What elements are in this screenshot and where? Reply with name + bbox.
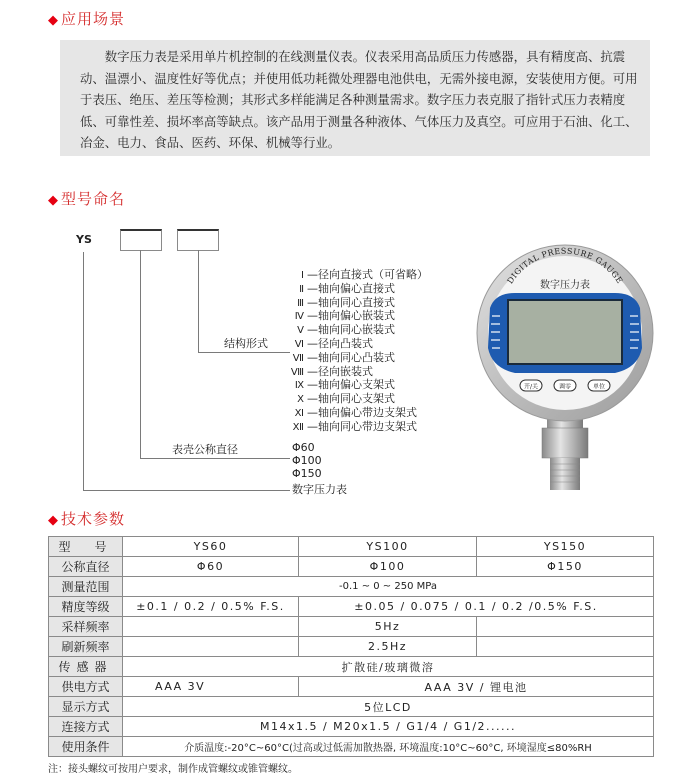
code-box-structure xyxy=(177,229,219,251)
diameter-option: Φ60 xyxy=(292,441,315,454)
connector-line xyxy=(140,250,141,458)
structure-item xyxy=(290,269,428,283)
product-name: 数字压力表 xyxy=(292,483,347,496)
gauge-lcd-screen xyxy=(508,300,622,364)
table-cell: YS60 xyxy=(123,537,299,557)
gauge-button-zero xyxy=(554,380,576,391)
table-cell: M14x1.5 / M20x1.5 / G1/4 / G1/2...... xyxy=(123,717,654,737)
table-cell: -0.1 ~ 0 ~ 250 MPa xyxy=(123,577,654,597)
row-label: 公称直径 xyxy=(49,557,123,577)
table-row xyxy=(49,597,654,617)
code-box-diameter xyxy=(120,229,162,251)
structure-text: —轴向同心嵌装式 xyxy=(307,323,395,337)
gauge-hex-nut xyxy=(542,428,588,458)
table-cell: YS100 xyxy=(299,537,477,557)
table-row xyxy=(49,577,654,597)
model-prefix: YS xyxy=(76,233,92,246)
row-label: 供电方式 xyxy=(49,677,123,697)
row-label: 采样频率 xyxy=(49,617,123,637)
row-label: 显示方式 xyxy=(49,697,123,717)
table-row xyxy=(49,537,654,557)
section-title-text: 型号命名 xyxy=(61,190,126,208)
roman-numeral: Ⅻ xyxy=(292,421,304,433)
row-label: 测量范围 xyxy=(49,577,123,597)
structure-label: 结构形式 xyxy=(224,337,268,350)
roman-numeral: Ⅲ xyxy=(297,297,304,309)
row-label: 连接方式 xyxy=(49,717,123,737)
diamond-icon: ◆ xyxy=(48,193,59,208)
gauge-button-label: 调零 xyxy=(558,383,572,391)
table-row xyxy=(49,637,654,657)
section-title-text: 技术参数 xyxy=(61,510,126,528)
roman-numeral: Ⅶ xyxy=(292,352,304,364)
gauge-face-title: 数字压力表 xyxy=(540,280,590,291)
row-label: 使用条件 xyxy=(49,737,123,757)
spec-table xyxy=(48,536,654,757)
roman-numeral: Ⅷ xyxy=(290,366,304,378)
row-label: 精度等级 xyxy=(49,597,123,617)
table-cell: 2.5Hz xyxy=(299,637,477,657)
connector-line xyxy=(83,252,84,490)
connector-line xyxy=(198,250,199,352)
table-cell: YS150 xyxy=(477,537,654,557)
gauge-button-label: 开/关 xyxy=(523,383,539,391)
section-title-text: 应用场景 xyxy=(61,10,126,28)
table-cell: AAA 3V xyxy=(123,677,299,697)
structure-text: —轴向同心支架式 xyxy=(307,392,395,406)
structure-text: —轴向偏心支架式 xyxy=(307,378,395,392)
row-label: 传感器 xyxy=(49,657,123,677)
connector-line xyxy=(83,490,290,491)
table-cell: 介质温度:-20°C~60°C(过高或过低需加散热器, 环境温度:10°C~60°C, 环境湿度≤80%RH xyxy=(123,737,654,757)
section-title-model-naming xyxy=(48,188,125,209)
structure-item xyxy=(290,393,428,407)
diamond-icon: ◆ xyxy=(48,13,59,28)
table-cell: Φ100 xyxy=(299,557,477,577)
table-cell: ±0.1 / 0.2 / 0.5% F.S. xyxy=(123,597,299,617)
table-cell: AAA 3V / 锂电池 xyxy=(299,677,654,697)
structure-text: —轴向同心凸装式 xyxy=(307,350,395,364)
structure-item xyxy=(290,352,428,366)
table-row xyxy=(49,657,654,677)
table-cell xyxy=(477,617,654,637)
row-label: 型 号 xyxy=(49,537,123,557)
table-cell xyxy=(123,617,299,637)
table-row xyxy=(49,737,654,757)
structure-item xyxy=(290,324,428,338)
table-cell xyxy=(477,637,654,657)
table-row xyxy=(49,557,654,577)
table-cell: Φ150 xyxy=(477,557,654,577)
table-row xyxy=(49,677,654,697)
table-cell xyxy=(123,637,299,657)
gauge-thread xyxy=(550,458,580,490)
diameter-option: Φ100 xyxy=(292,454,322,467)
structure-list xyxy=(290,269,428,435)
structure-text: —径向凸装式 xyxy=(307,336,373,350)
roman-numeral: Ⅴ xyxy=(297,325,304,337)
roman-numeral: Ⅱ xyxy=(299,283,304,295)
intro-text: 数字压力表是采用单片机控制的在线测量仪表。仪表采用高品质压力传感器，具有精度高、抗震动、温漂小、温度性好等优点；并使用低功耗微处理器电池供电，无需外接电源，安装使用方便。可用于表压、绝压、差压等检测；其形式多样能满足各种测量需求。数字压力表克服了指针式压力表精度低、可靠性差、损坏率高等缺点。该产品用于测量各种液体、气体压力及真空。可应用于石油、化工、冶金、电力、食品、医药、环保、机械等行业。 xyxy=(80,49,638,151)
structure-text: —径向直接式（可省略） xyxy=(307,268,428,281)
gauge-button-unit xyxy=(588,380,610,391)
roman-numeral: Ⅵ xyxy=(294,338,304,350)
structure-text: —轴向偏心嵌装式 xyxy=(307,309,395,323)
table-row xyxy=(49,617,654,637)
pressure-gauge-image xyxy=(470,238,660,500)
table-cell: Φ60 xyxy=(123,557,299,577)
gauge-button-label: 单位 xyxy=(592,383,606,391)
connector-line xyxy=(140,458,290,459)
structure-item xyxy=(290,407,428,421)
row-label: 刷新频率 xyxy=(49,637,123,657)
roman-numeral: Ⅺ xyxy=(294,407,304,419)
table-row xyxy=(49,697,654,717)
roman-numeral: Ⅳ xyxy=(294,311,304,323)
intro-box xyxy=(60,40,650,156)
table-cell: 5位LCD xyxy=(123,697,654,717)
structure-text: —轴向偏心带边支架式 xyxy=(307,405,417,419)
structure-item xyxy=(290,421,428,435)
table-cell: 扩散硅/玻璃微溶 xyxy=(123,657,654,677)
roman-numeral: Ⅰ xyxy=(301,270,304,281)
structure-item xyxy=(290,338,428,352)
structure-text: —径向嵌装式 xyxy=(307,364,373,378)
table-row xyxy=(49,717,654,737)
connector-line xyxy=(198,352,290,353)
gauge-arc-text: DIGITAL PRESSURE GAUGE xyxy=(505,246,625,286)
section-title-tech-params xyxy=(48,508,125,529)
roman-numeral: Ⅹ xyxy=(297,394,304,406)
table-cell: ±0.05 / 0.075 / 0.1 / 0.2 /0.5% F.S. xyxy=(299,597,654,617)
structure-text: —轴向偏心直接式 xyxy=(307,281,395,295)
roman-numeral: Ⅸ xyxy=(294,380,304,392)
footnote: 注：接头螺纹可按用户要求，制作成管螺纹或锥管螺纹。 xyxy=(48,764,298,775)
diameter-option: Φ150 xyxy=(292,467,322,480)
section-title-application xyxy=(48,8,125,29)
gauge-button-power xyxy=(520,380,542,391)
structure-text: —轴向同心直接式 xyxy=(307,295,395,309)
diamond-icon: ◆ xyxy=(48,513,59,528)
structure-item xyxy=(290,283,428,297)
diameter-label: 表壳公称直径 xyxy=(172,443,238,456)
table-cell: 5Hz xyxy=(299,617,477,637)
structure-text: —轴向同心带边支架式 xyxy=(307,419,417,433)
